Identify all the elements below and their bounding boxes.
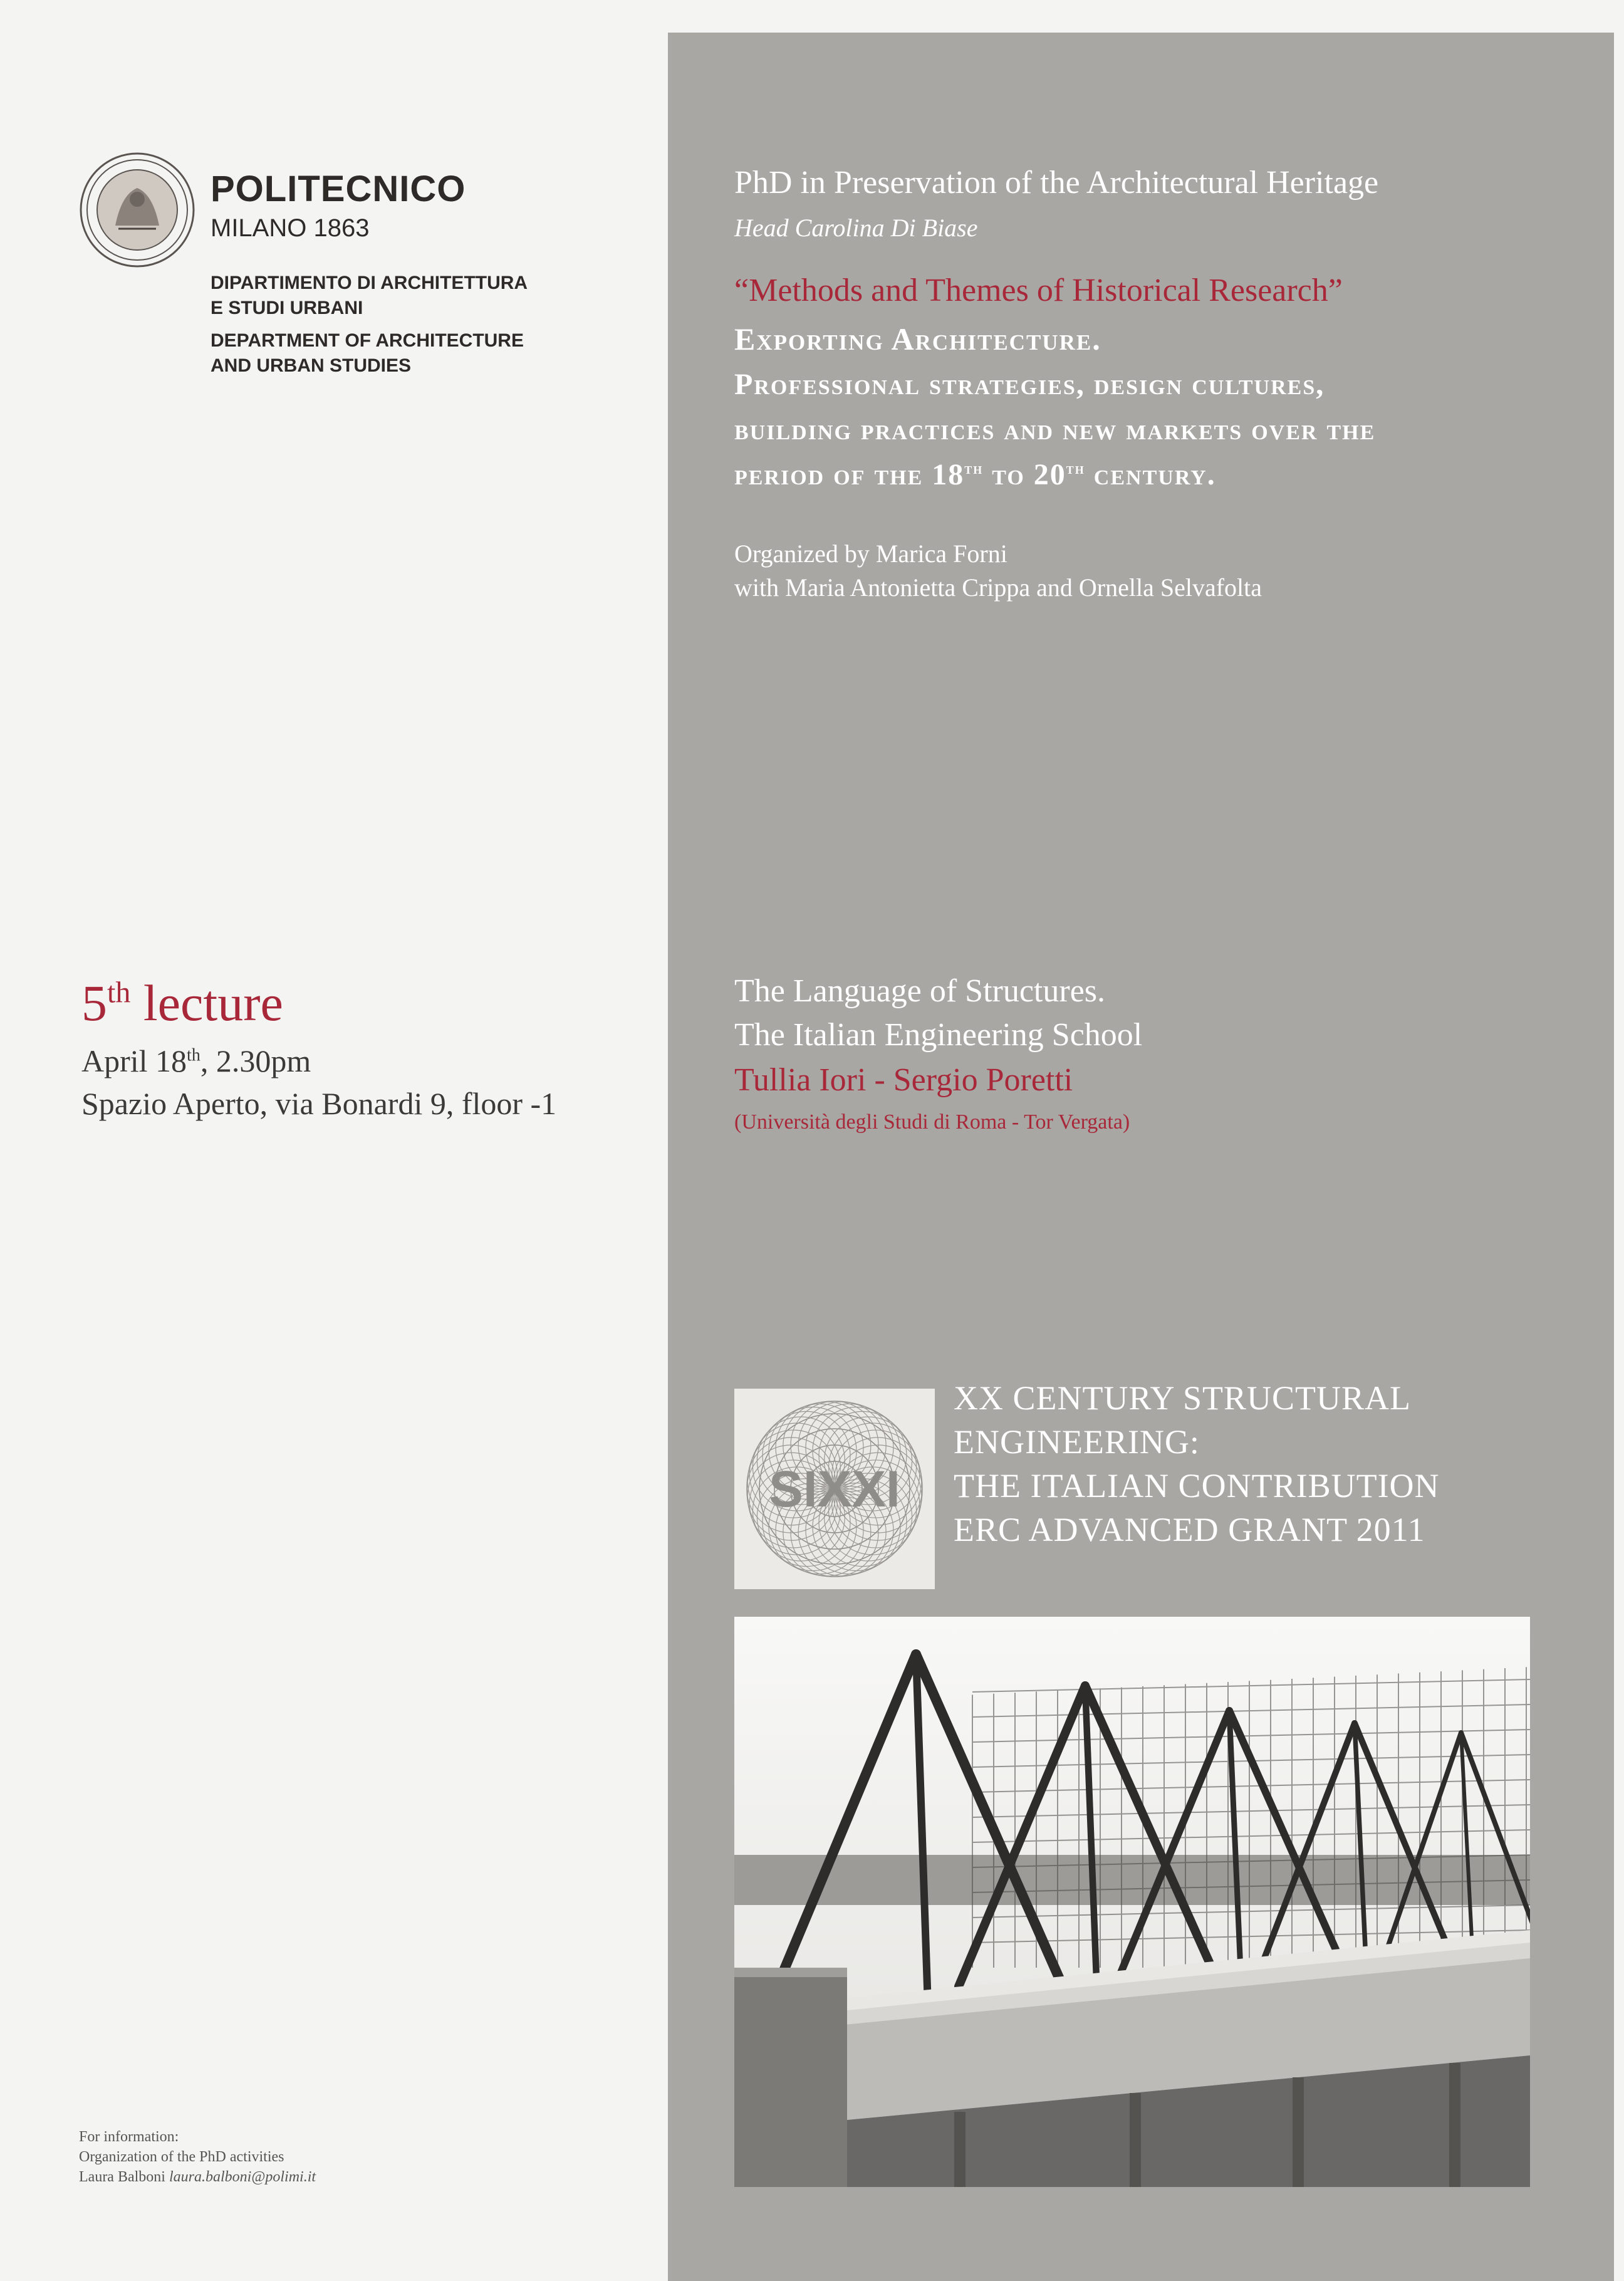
course-line4-part-c: century. — [1085, 458, 1216, 491]
lecture-date-prefix: April 18 — [81, 1043, 187, 1078]
course-subtitle-line-4 — [734, 457, 1216, 492]
contact-info — [79, 2127, 316, 2187]
course-line4-sup-1: th — [964, 459, 984, 478]
talk-speakers: Tullia Iori - Sergio Poretti — [734, 1062, 1073, 1098]
course-subtitle-line-2: Professional strategies, design cultures, — [734, 368, 1325, 401]
lecture-number-value: 5 — [81, 974, 107, 1031]
grant-line-4: ERC ADVANCED GRANT 2011 — [954, 1511, 1425, 1548]
contact-organization: Organization of the PhD activities — [79, 2149, 284, 2165]
contact-name: Laura Balboni — [79, 2169, 169, 2185]
course-line4-sup-2: th — [1066, 459, 1085, 478]
institution-city-year: MILANO 1863 — [211, 214, 370, 242]
contact-heading: For information: — [79, 2129, 179, 2145]
talk-title-line-1: The Language of Structures. — [734, 973, 1106, 1009]
department-en-line-2: AND URBAN STUDIES — [211, 355, 412, 376]
politecnico-seal-icon — [78, 150, 197, 269]
contact-person — [79, 2167, 316, 2187]
lecture-word: lecture — [143, 974, 283, 1031]
grant-line-2: ENGINEERING: — [954, 1423, 1200, 1461]
department-name-italian — [211, 271, 528, 321]
lecture-number — [81, 974, 283, 1033]
course-line4-part-b: to 20 — [983, 458, 1066, 491]
grant-line-3: THE ITALIAN CONTRIBUTION — [954, 1467, 1440, 1505]
course-title: “Methods and Themes of Historical Research” — [734, 273, 1343, 308]
organizer-line-2: with Maria Antonietta Crippa and Ornella Selvafolta — [734, 573, 1262, 602]
lecture-date-suffix: th — [187, 1045, 200, 1065]
institution-name: POLITECNICO — [211, 169, 466, 209]
department-name-english — [211, 328, 524, 378]
lecture-time: , 2.30pm — [200, 1043, 311, 1078]
lecture-date — [81, 1043, 311, 1079]
lecture-place: Spazio Aperto, via Bonardi 9, floor -1 — [81, 1086, 557, 1121]
structure-construction-illustration — [734, 1617, 1530, 2187]
lecture-number-suffix: th — [107, 976, 131, 1010]
structure-construction-photo — [734, 1617, 1530, 2187]
organizer-line-1: Organized by Marica Forni — [734, 540, 1007, 568]
course-line4-part-a: period of the 18 — [734, 458, 965, 491]
sixxi-logo — [734, 1389, 935, 1589]
course-subtitle-line-3: building practices and new markets over the — [734, 413, 1376, 446]
talk-title-line-2: The Italian Engineering School — [734, 1017, 1143, 1053]
contact-email: laura.balboni@polimi.it — [169, 2169, 316, 2185]
sixxi-logo-text: SIXXI — [769, 1461, 900, 1518]
department-en-line-1: DEPARTMENT OF ARCHITECTURE — [211, 330, 524, 351]
course-subtitle-line-1: Exporting Architecture. — [734, 321, 1101, 357]
sixxi-rosette-icon — [734, 1389, 935, 1589]
speaker-affiliation: (Università degli Studi di Roma - Tor Vergata) — [734, 1110, 1130, 1134]
phd-program-head: Head Carolina Di Biase — [734, 214, 978, 242]
department-it-line-2: E STUDI URBANI — [211, 298, 363, 318]
phd-program-title: PhD in Preservation of the Architectural Heritage — [734, 165, 1379, 201]
grant-line-1: XX CENTURY STRUCTURAL — [954, 1379, 1412, 1417]
department-it-line-1: DIPARTIMENTO DI ARCHITETTURA — [211, 273, 528, 293]
